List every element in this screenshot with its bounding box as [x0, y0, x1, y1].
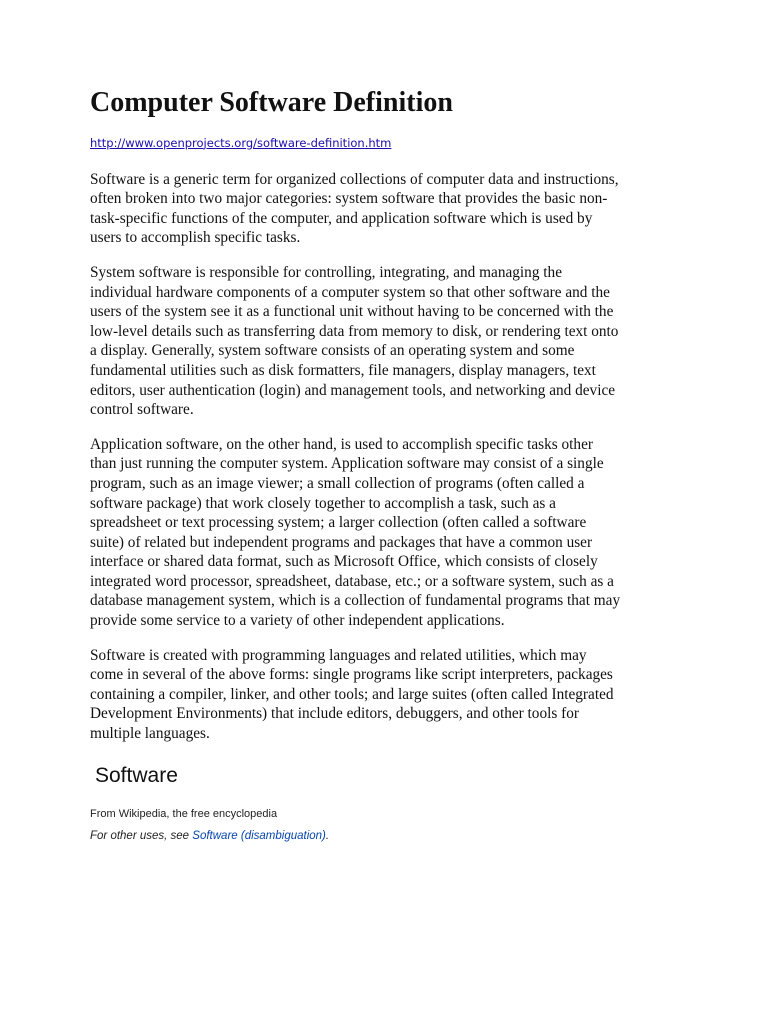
paragraph-line: interface or shared data format, such as Microsoft Office, which consists of closely	[90, 553, 598, 571]
paragraph-line: database management system, which is a collection of fundamental programs that may	[90, 592, 621, 610]
body-paragraph	[90, 435, 690, 631]
paragraph-line: control software.	[90, 401, 194, 419]
paragraph-line: multiple languages.	[90, 725, 210, 743]
paragraph-line: than just running the computer system. Application software may consist of a single	[90, 455, 604, 473]
body-text	[90, 170, 690, 744]
paragraph-line: System software is responsible for controlling, integrating, and managing the	[90, 263, 562, 281]
paragraph-line: low-level details such as transferring data from memory to disk, or rendering text onto	[90, 322, 619, 340]
paragraph-line: come in several of the above forms: single programs like script interpreters, packages	[90, 666, 613, 684]
paragraph-line: containing a compiler, linker, and other tools; and large suites (often called Integrated	[90, 685, 614, 703]
disambiguation-link[interactable]: Software (disambiguation)	[192, 829, 326, 842]
document-page	[90, 86, 690, 842]
wiki-tagline: From Wikipedia, the free encyclopedia	[90, 807, 278, 820]
paragraph-line: provide some service to a variety of other independent applications.	[90, 612, 505, 630]
paragraph-line: Software is a generic term for organized collections of computer data and instructions,	[90, 170, 619, 188]
paragraph-line: Development Environments) that include editors, debuggers, and other tools for	[90, 705, 579, 723]
paragraph-line: task-specific functions of the computer, and application software which is used by	[90, 209, 593, 227]
page-title: Computer Software Definition	[90, 87, 453, 118]
hatnote	[90, 830, 690, 842]
hatnote-prefix: For other uses, see	[90, 829, 193, 842]
hatnote-suffix: .	[325, 829, 330, 842]
paragraph-line: Application software, on the other hand, is used to accomplish specific tasks other	[90, 435, 593, 453]
body-paragraph	[90, 646, 690, 744]
paragraph-line: individual hardware components of a computer system so that other software and the	[90, 283, 610, 301]
body-paragraph	[90, 263, 690, 420]
paragraph-line: users to accomplish specific tasks.	[90, 229, 301, 247]
body-paragraph	[90, 170, 690, 248]
paragraph-line: Software is created with programming languages and related utilities, which may	[90, 646, 587, 664]
paragraph-line: suite) of related but independent programs and packages that have a common user	[90, 533, 593, 551]
paragraph-line: often broken into two major categories: system software that provides the basic non-	[90, 190, 608, 208]
source-url-link[interactable]: http://www.openprojects.org/software-definition.htm	[90, 135, 392, 150]
paragraph-line: software package) that work closely together to accomplish a task, such as a	[90, 494, 556, 512]
paragraph-line: users of the system see it as a functional unit without having to be concerned with the	[90, 303, 614, 321]
paragraph-line: integrated word processor, spreadsheet, database, etc.; or a software system, such as a	[90, 572, 614, 590]
wiki-article-heading: Software	[95, 763, 178, 787]
paragraph-line: fundamental utilities such as disk formatters, file managers, display managers, text	[90, 361, 596, 379]
paragraph-line: a display. Generally, system software consists of an operating system and some	[90, 342, 575, 360]
paragraph-line: editors, user authentication (login) and management tools, and networking and device	[90, 381, 616, 399]
paragraph-line: program, such as an image viewer; a small collection of programs (often called a	[90, 474, 585, 492]
paragraph-line: spreadsheet or text processing system; a larger collection (often called a software	[90, 514, 587, 532]
